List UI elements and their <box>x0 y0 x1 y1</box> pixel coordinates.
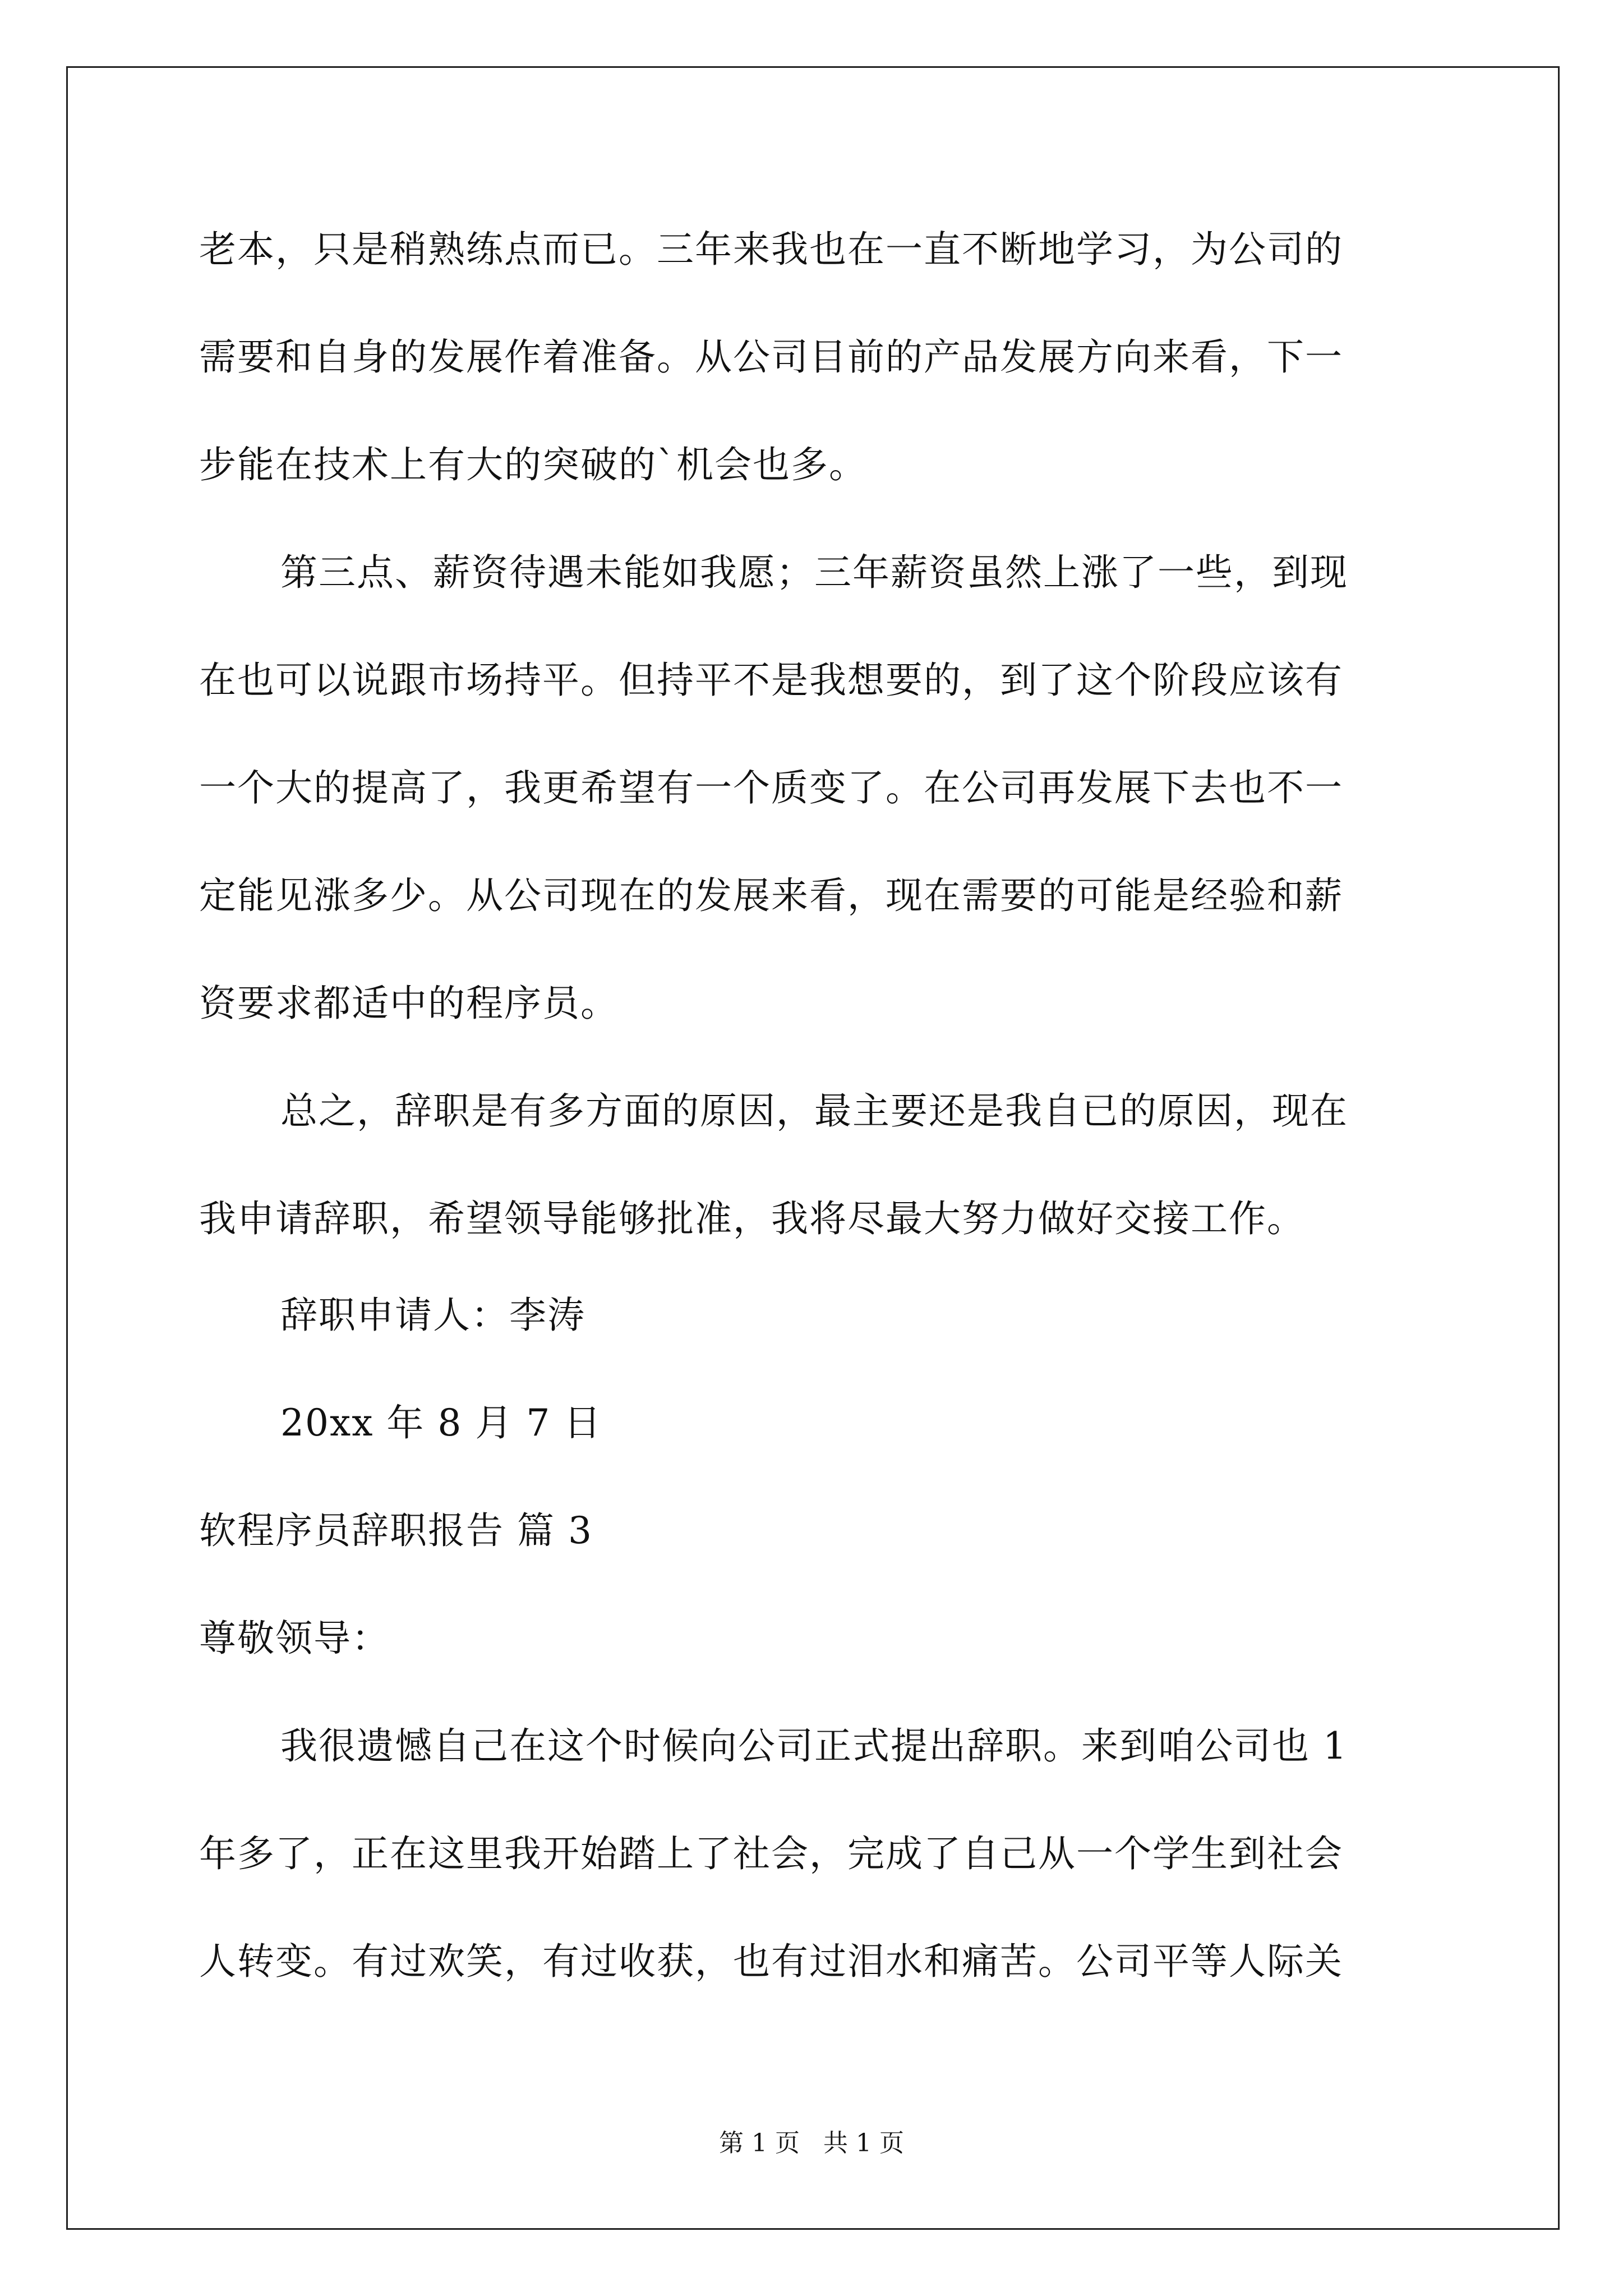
body-line: 需要和自身的发展作着准备。从公司目前的产品发展方向来看，下一 <box>199 335 1343 379</box>
body-line: 我申请辞职，希望领导能够批准，我将尽最大努力做好交接工作。 <box>199 1197 1305 1240</box>
page-number-footer: 第 1 页 共 1 页 <box>719 2129 904 2157</box>
paragraph-start: 第三点、薪资待遇未能如我愿；三年薪资虽然上涨了一些，到现 <box>280 551 1348 594</box>
body-line: 人转变。有过欢笑，有过收获，也有过泪水和痛苦。公司平等人际关 <box>199 1940 1343 1983</box>
signature-applicant: 辞职申请人：李涛 <box>280 1294 585 1337</box>
body-line: 定能见涨多少。从公司现在的发展来看，现在需要的可能是经验和薪 <box>199 874 1343 917</box>
body-line: 资要求都适中的程序员。 <box>199 982 619 1025</box>
body-line: 年多了，正在这里我开始踏上了社会，完成了自己从一个学生到社会 <box>199 1832 1343 1875</box>
paragraph-start: 我很遗憾自己在这个时候向公司正式提出辞职。来到咱公司也 1 <box>280 1724 1348 1768</box>
page-border <box>66 66 1560 2230</box>
salutation: 尊敬领导： <box>199 1617 390 1660</box>
body-line: 在也可以说跟市场持平。但持平不是我想要的，到了这个阶段应该有 <box>199 659 1343 702</box>
signature-date: 20xx 年 8 月 7 日 <box>280 1401 602 1444</box>
paragraph-start: 总之，辞职是有多方面的原因，最主要还是我自已的原因，现在 <box>280 1089 1348 1133</box>
section-title: 软程序员辞职报告 篇 3 <box>199 1509 593 1552</box>
body-line: 步能在技术上有大的突破的`机会也多。 <box>199 443 867 486</box>
body-line: 老本，只是稍熟练点而已。三年来我也在一直不断地学习，为公司的 <box>199 228 1343 271</box>
body-line: 一个大的提高了，我更希望有一个质变了。在公司再发展下去也不一 <box>199 766 1343 809</box>
